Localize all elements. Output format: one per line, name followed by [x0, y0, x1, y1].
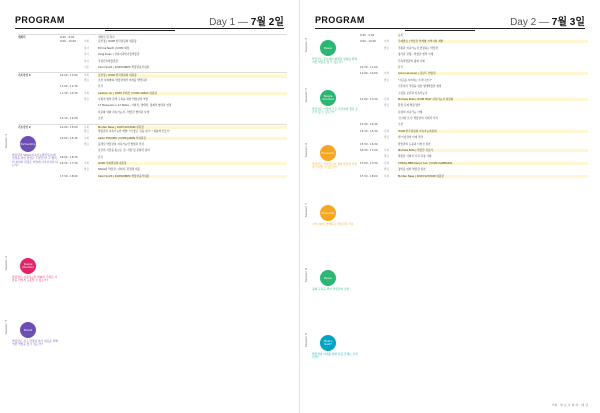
- schedule-row: [318, 175, 588, 180]
- schedule-row: [18, 79, 287, 84]
- schedule-row: [18, 98, 287, 103]
- row-text: 영국과 전쟁 - 박물관 협력 사례: [398, 53, 434, 57]
- session-circle: [320, 90, 336, 106]
- row-text: 박물관의 포용과 다양성 실천: [398, 142, 431, 146]
- row-time: 9:30 - 9:00: [60, 36, 75, 39]
- session-label: Session 2: [4, 256, 8, 271]
- schedule-row: [318, 123, 588, 128]
- schedule-row: [18, 168, 287, 173]
- schedule-row: [318, 117, 588, 122]
- row-role: 사회: [384, 72, 390, 76]
- schedule-row: [18, 47, 287, 52]
- row-text: 17 Museums x 17 SDGs - 사회적, 생태적, 경제적 협력과 연결: [98, 104, 172, 108]
- session-description: 박물관은 지속가능한 경제 발전에 어떻게 기여할 수 있는가?: [312, 162, 357, 170]
- row-text: "지구를 지키려는 수라나초다": [398, 78, 433, 82]
- schedule-row: [318, 72, 588, 77]
- session-label: Session 3: [4, 320, 8, 335]
- session-label: Session 7: [304, 203, 308, 218]
- row-time: 14:30 - 15:30: [360, 129, 378, 133]
- row-text: SDGs와 박물관: 사회적, 환경적 대응: [98, 168, 141, 172]
- session-title: Peace: [324, 46, 332, 50]
- row-text: 등록: [398, 34, 404, 37]
- schedule-row: [18, 149, 287, 154]
- row-role: 사회: [384, 174, 390, 178]
- schedule-row: [318, 85, 588, 90]
- row-text: 소장품 보존과 지속가능성: [398, 91, 428, 95]
- row-text: Morten Ness | ICOM SUSTAIN 위원장: [98, 126, 287, 129]
- row-role: 사회: [84, 40, 90, 44]
- session-description: 박물관은 지구 환경과 위기 대응을 위해 어떤 역할을 할 수 있는가?: [12, 339, 58, 347]
- schedule-row: [318, 53, 588, 58]
- row-role: 발표: [84, 168, 90, 172]
- day-heading: [510, 13, 585, 28]
- schedule-row: [318, 162, 588, 167]
- session-circle: [320, 145, 336, 161]
- row-text: 기후위기 직면을 위한 생태박물관 협력: [398, 85, 442, 89]
- schedule-row: [18, 53, 287, 58]
- schedule-row: [318, 40, 588, 45]
- schedule-row: [318, 111, 588, 116]
- row-role: 축사: [84, 53, 90, 57]
- session-description: 박물관과 SDGs(지속가능발전목표)의 연결을 위한 협업은 무엇인가? 그 협력의 의의와 과정은 어떻게 이루어져야 하는가?: [12, 153, 58, 168]
- session-description: 박물관은 지속가능한 변화의 주체로 사람을 어떻게 포용할 수 있는가?: [12, 275, 57, 283]
- schedule-row: [18, 175, 287, 180]
- page-header: [15, 13, 284, 29]
- row-role: 사회: [384, 129, 390, 133]
- schedule-row: [18, 124, 287, 129]
- row-role: 사회: [84, 125, 90, 129]
- row-text: Emma Nardi | ICOM 회장: [98, 46, 130, 50]
- session-title: Prosperity: [321, 151, 335, 155]
- row-text: 당신의 사람을 돌보는 것: 지방 및 문화적 참여: [98, 149, 150, 153]
- session-title: Peace: [324, 276, 332, 280]
- row-text: 휴식: [398, 65, 404, 69]
- row-role: 기조: [84, 66, 90, 70]
- row-role: 발표: [84, 98, 90, 102]
- row-text: 정의를 위한 박물관 실천: [398, 168, 426, 172]
- schedule-row: [318, 98, 588, 103]
- schedule-row: [18, 85, 287, 90]
- schedule-row: [18, 34, 287, 39]
- row-time: 11:00 - 11:30: [60, 85, 78, 89]
- row-time: 17:30 - 18:00: [360, 174, 378, 178]
- header-divider: [405, 30, 475, 31]
- row-text: Carol Scott | ICOM-IMREC 박물관윤리위원: [98, 175, 287, 178]
- row-role: 발표: [84, 78, 90, 82]
- schedule-row: [18, 66, 287, 71]
- session-title: Partnership: [20, 142, 36, 146]
- row-role: 사회: [384, 161, 390, 165]
- row-time: 16:00 - 16:30: [60, 155, 78, 159]
- row-role: 발표: [384, 136, 390, 140]
- row-time: 17:30 - 18:00: [60, 174, 78, 178]
- schedule-row: [18, 72, 287, 77]
- row-time: 11:00 - 12:00: [360, 72, 378, 76]
- schedule-row: [18, 117, 287, 122]
- session-label: Session 8: [304, 268, 308, 283]
- row-text: 민속박물관의 평화 사례: [398, 59, 425, 63]
- schedule-row: [318, 130, 588, 135]
- schedule-row: [318, 92, 588, 97]
- session-description: 지역사회와 함께하는 박물관의 가치: [312, 222, 354, 226]
- schedule-row: [318, 155, 588, 160]
- schedule-row: [18, 92, 287, 97]
- session-description: 박물관은 공동체의 화합과 평화를 위해 어떤 역할을 할 수 있는가?: [312, 57, 357, 65]
- schedule-row: [318, 34, 588, 39]
- row-time: 15:00 - 15:30: [60, 136, 78, 140]
- row-time: 9:00 - 10:00: [360, 40, 376, 44]
- session-circle: [320, 205, 336, 221]
- row-time: 17:00 - 17:30: [360, 161, 378, 165]
- row-label: 개회식: [18, 36, 26, 39]
- date-label: 7월 2일: [250, 17, 284, 28]
- row-role: 사회: [384, 40, 390, 44]
- row-time: 10:00 - 11:00: [60, 74, 78, 78]
- schedule-row: [18, 137, 287, 142]
- session-circle: [320, 335, 336, 351]
- session-title: Planet: [23, 328, 33, 332]
- day-label: Day 1 —: [209, 17, 248, 28]
- row-text: 전통과 지속가능성 연결하는 박물관: [398, 46, 439, 50]
- row-text: 개회식 및 축사: [98, 36, 115, 39]
- schedule-row: [18, 156, 287, 161]
- session-description: 평화 구축을 위한 박물관의 실천: [312, 287, 350, 291]
- schedule-row: [318, 136, 588, 141]
- row-role: 발표: [84, 130, 90, 134]
- program-day2-page: [300, 0, 600, 413]
- session-circle: [20, 258, 36, 274]
- row-time: 9:30 - 9:00: [360, 34, 375, 37]
- schedule-row: [318, 60, 588, 65]
- row-text: ICOM 한국위원회 지속가능위원회: [398, 130, 588, 133]
- header-rule: [315, 28, 585, 29]
- row-role: 사회: [84, 74, 90, 78]
- row-text: Morten Ness | ICOM SUSTAIN 위원장: [398, 175, 588, 178]
- row-time: 15:30 - 16:30: [360, 142, 378, 146]
- row-role: 사회: [84, 136, 90, 140]
- row-text: 휴식: [98, 155, 104, 159]
- schedule-row: [18, 104, 287, 109]
- row-text: CHOOL BEN Kenyo Sun | ICOM CAMBODIA: [398, 162, 588, 165]
- schedule-row: [318, 149, 588, 154]
- row-text: Anna Leinonen | 핀란드 박물관: [398, 72, 588, 75]
- row-role: 사회: [84, 162, 90, 166]
- schedule-row: [18, 60, 287, 65]
- row-role: 발표: [384, 168, 390, 172]
- day-heading: [209, 13, 284, 28]
- schedule-row: [318, 66, 588, 71]
- row-text: '모자와 모사' 박물관의 사회적 가치: [398, 117, 438, 121]
- row-text: 오찬: [398, 123, 404, 127]
- schedule-row: [318, 79, 588, 84]
- day-label: Day 2 —: [510, 17, 549, 28]
- row-label: 기조강연 2: [18, 125, 31, 129]
- row-text: 오찬: [98, 117, 104, 121]
- header-rule: [15, 28, 284, 29]
- session-circle: [20, 136, 36, 152]
- row-role: 축사: [84, 59, 90, 63]
- schedule-row: [18, 111, 287, 116]
- row-text: Michela Rota | ICOM ITALY 지속가능성 위원회: [398, 98, 588, 101]
- session-label: Session 5: [304, 88, 308, 103]
- session-circle: [20, 322, 36, 338]
- row-time: 13:30 - 14:30: [360, 123, 378, 127]
- row-text: 김선정 | ICOM 한국위원회 위원장: [98, 40, 137, 44]
- row-text: Michela Rota | 박물관 전문가: [398, 149, 588, 152]
- row-role: 사회: [84, 91, 90, 95]
- session-label: Session 6: [304, 143, 308, 158]
- schedule-row: [18, 143, 287, 148]
- row-text: 플래닛 박물관의 지속가능한 협업과 전략: [98, 142, 144, 146]
- session-circle: [320, 270, 336, 286]
- row-text: 다문화 대화 지속가능성 - 박물관 협력과 사례: [98, 110, 149, 114]
- row-time: 11:30 - 12:30: [60, 91, 78, 95]
- row-text: 환경 문제 해결 방안: [398, 104, 421, 108]
- row-role: 사회: [384, 149, 390, 153]
- row-time: 14:00 - 15:00: [60, 125, 78, 129]
- session-title: Prosperity: [321, 211, 335, 215]
- row-time: 16:30 - 17:00: [360, 149, 378, 153]
- row-text: 박물관 사회적 가치 측정 사례: [398, 155, 432, 159]
- row-label: 기조강연 1: [18, 74, 31, 78]
- row-text: 김선정 | ICOM 한국위원회 위원장: [98, 74, 287, 77]
- row-text: 휴식: [98, 85, 104, 89]
- row-text: 유럽의 지속가능 사례: [398, 110, 423, 114]
- schedule-table: [18, 34, 287, 181]
- program-title: PROGRAM: [15, 15, 65, 25]
- row-role: 사회: [384, 97, 390, 101]
- schedule-row: [318, 143, 588, 148]
- row-role: 발표: [384, 104, 390, 108]
- row-text: Akiko FUKUMO | ICOM-JAPAN 부위원장: [98, 137, 287, 140]
- row-text: 사회적 협력 관계 구축을 위한 박물관의 역할: [98, 98, 149, 102]
- row-text: 박물관과 지속가능한 개발: "더 좋은 것을 찾고" "새롭게 만들기": [98, 130, 171, 134]
- schedule-row: [18, 40, 287, 45]
- schedule-row: [318, 168, 588, 173]
- row-text: Carol Scott | ICOM-IMREC 박물관윤리위원: [98, 66, 150, 70]
- row-role: 발표: [384, 78, 390, 82]
- row-role: 발표: [384, 46, 390, 50]
- schedule-row: [18, 130, 287, 135]
- row-time: 16:30 - 17:30: [60, 162, 78, 166]
- schedule-row: [318, 104, 588, 109]
- session-title: People Oriented: [322, 95, 334, 101]
- row-text: ICOM 국제위원회 위원장: [98, 162, 287, 165]
- schedule-row: [18, 162, 287, 167]
- program-title: PROGRAM: [315, 15, 365, 25]
- header-divider: [105, 30, 175, 31]
- session-label: Session 9: [304, 333, 308, 348]
- page-footer: 사회 · 발 표 사 회 자 · 패 널: [551, 403, 588, 407]
- session-circle: [320, 40, 336, 56]
- row-text: Yang Duan | 상하이과학기술박물관: [98, 53, 140, 57]
- row-text: 주제발표 | 박물관 연계형 지역사회 개발: [398, 40, 588, 43]
- session-label: Session 4: [304, 38, 308, 53]
- page-header: [315, 13, 585, 29]
- session-description: 박물관은 어떻게 모든 사람에게 열린 공간이 될 수 있는가?: [312, 107, 358, 115]
- schedule-table: [318, 34, 588, 181]
- row-time: 9:00 - 10:00: [60, 40, 76, 44]
- row-role: 발표: [84, 142, 90, 146]
- date-label: 7월 3일: [551, 17, 585, 28]
- schedule-row: [318, 47, 588, 52]
- row-role: 축사: [84, 46, 90, 50]
- session-title: People Oriented: [22, 263, 34, 269]
- row-text: 조선 사회변화, 박물관에서 미래를 발견하다: [98, 78, 148, 82]
- row-role: 발표: [384, 155, 390, 159]
- row-time: 12:00 - 13:30: [360, 97, 378, 101]
- row-text: Laishun An | ICOM 부회장 / ICOM ASPAC 위원장: [98, 92, 287, 95]
- session-title: What's Next?: [323, 340, 333, 346]
- row-time: 12:30 - 14:00: [60, 117, 78, 121]
- row-text: 국립민속박물관장: [98, 59, 119, 63]
- row-time: 10:30 - 11:00: [360, 65, 378, 69]
- session-label: Session 1: [4, 134, 8, 149]
- row-text: 밴 미술관의 미래 전략: [398, 136, 424, 140]
- session-description: 박물관의 미래를 위한 다음 단계는 무엇인가?: [312, 352, 358, 360]
